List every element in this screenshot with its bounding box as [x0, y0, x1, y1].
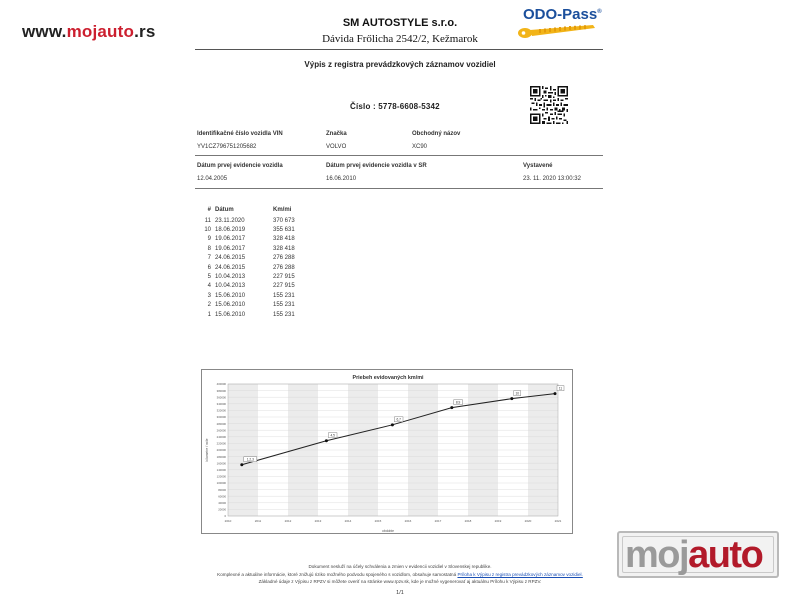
data-point	[325, 439, 328, 442]
row-km: 328 418	[273, 245, 295, 252]
row-date: 18.06.2019	[215, 227, 246, 234]
row-number: 4	[207, 283, 211, 290]
issued-label: Vystavené	[523, 163, 553, 169]
y-tick-label: 400000	[216, 382, 226, 387]
odometer-history-table	[203, 207, 313, 319]
row-km: 155 231	[273, 311, 295, 318]
row-km: 370 673	[273, 217, 295, 224]
data-point	[510, 397, 513, 400]
header-divider	[195, 49, 603, 50]
footer-disclaimer: Dokument nesluží na účely schválenia a zmien v evidencii vozidiel v Slovenskej republike.	[308, 564, 492, 569]
document-number: Číslo : 5778-6608-5342	[350, 102, 440, 111]
site-url-brand: mojauto	[66, 22, 135, 41]
row-number: 11	[204, 217, 211, 224]
first-registration-value: 12.04.2005	[197, 176, 228, 182]
data-point	[554, 392, 557, 395]
mileage-chart	[201, 369, 573, 534]
row-number: 8	[207, 245, 211, 252]
row-date: 15.06.2010	[215, 292, 246, 299]
table-row	[203, 310, 313, 319]
table-row	[203, 263, 313, 272]
site-url-tld: .rs	[134, 22, 156, 41]
y-tick-label: 180000	[216, 454, 226, 459]
row-number: 9	[207, 236, 211, 243]
y-tick-label: 220000	[216, 441, 226, 446]
y-tick-label: 280000	[216, 421, 226, 426]
column-header-date: Dátum	[215, 207, 234, 213]
row-number: 7	[207, 255, 211, 262]
row-number: 2	[207, 302, 211, 309]
row-date: 10.04.2013	[215, 274, 246, 281]
row-number: 5	[207, 274, 211, 281]
column-header-km: Km/mi	[273, 207, 292, 213]
mileage-chart-svg	[202, 370, 574, 535]
document-title: Výpis z registra prevádzkových záznamov vozidiel	[304, 60, 496, 69]
row-date: 10.04.2013	[215, 283, 246, 290]
x-tick-label: 2012	[284, 519, 292, 523]
point-label: 11	[558, 386, 563, 391]
row-date: 19.06.2017	[215, 245, 246, 252]
chart-title: Priebeh evidovaných km/mi	[352, 375, 424, 381]
y-tick-label: 140000	[216, 468, 226, 472]
y-tick-label: 200000	[216, 448, 226, 453]
y-axis-label: kilometre / míle	[205, 438, 209, 462]
mojauto-watermark	[617, 531, 779, 578]
table-header-row	[203, 207, 313, 216]
footer-attachment-link[interactable]: Príloha k Výpisu z registra prevádzkových záznamov vozidiel.	[457, 572, 583, 577]
y-tick-label: 40000	[218, 501, 226, 505]
vin-value: YV1CZ796751205682	[197, 144, 257, 150]
y-tick-label: 240000	[216, 435, 226, 439]
y-tick-label: 380000	[216, 388, 226, 393]
column-header-number: #	[207, 207, 211, 213]
row-number: 3	[207, 292, 211, 299]
table-row	[203, 282, 313, 291]
x-tick-label: 2011	[254, 519, 262, 523]
section-divider	[195, 155, 603, 156]
section-divider	[195, 188, 603, 189]
row-date: 23.11.2020	[215, 217, 245, 224]
table-row	[203, 254, 313, 263]
y-tick-label: 300000	[216, 415, 226, 420]
y-tick-label: 260000	[216, 428, 226, 433]
row-km: 227 915	[273, 274, 295, 281]
row-km: 276 288	[273, 264, 295, 271]
x-axis-label: obdobie	[381, 529, 395, 533]
x-tick-label: 2013	[314, 519, 322, 523]
y-tick-label: 0	[224, 514, 226, 519]
table-row	[203, 291, 313, 300]
row-km: 155 231	[273, 292, 295, 299]
data-point	[450, 406, 453, 409]
footer-info-text: Komplexné a aktuálne informácie, ktoré znižujú riziko možného podvodu spojeného s vozidlom, obsahuje samostatná	[217, 572, 457, 577]
vin-label: Identifikačné číslo vozidla VIN	[197, 131, 283, 137]
row-km: 355 631	[273, 227, 295, 234]
x-tick-label: 2021	[554, 519, 562, 523]
row-number: 1	[207, 311, 211, 318]
make-label: Značka	[326, 131, 347, 137]
company-name: SM AUTOSTYLE s.r.o.	[342, 17, 458, 29]
y-tick-label: 360000	[216, 395, 226, 400]
point-label: 6,7	[396, 417, 401, 422]
first-registration-sr-value: 16.06.2010	[326, 176, 357, 182]
point-label: 8,9	[455, 400, 461, 405]
row-date: 15.06.2010	[215, 311, 246, 318]
site-url-prefix: www.	[22, 22, 67, 41]
point-label: 4,5	[330, 433, 335, 438]
point-label: 10	[515, 391, 520, 396]
company-address: Dávida Frőlicha 2542/2, Kežmarok	[322, 33, 478, 45]
x-tick-label: 2020	[524, 519, 532, 523]
watermark-text: mojauto	[625, 534, 763, 576]
row-date: 24.06.2015	[215, 255, 246, 262]
footer-verify: Základné údaje z Výpisu z RPZV si môžete overiť na stránke www.rpzv.sk, kde je možné vygenerovať aj aktuálnu Prílohu k Výpisu z RPZV.	[258, 579, 542, 584]
table-row	[203, 272, 313, 281]
y-tick-label: 340000	[216, 402, 226, 406]
x-tick-label: 2019	[494, 519, 502, 523]
make-value: VOLVO	[326, 144, 347, 150]
y-tick-label: 80000	[218, 487, 226, 492]
row-number: 6	[207, 264, 211, 271]
x-tick-label: 2015	[374, 519, 382, 523]
first-registration-label: Dátum prvej evidencie vozidla	[197, 163, 283, 169]
page-number: 1/1	[396, 590, 404, 596]
y-tick-label: 60000	[218, 494, 226, 499]
y-tick-label: 120000	[216, 474, 226, 479]
row-date: 15.06.2010	[215, 302, 246, 309]
y-tick-label: 320000	[216, 408, 226, 413]
table-row	[203, 225, 313, 234]
data-point	[391, 423, 394, 426]
row-number: 10	[204, 227, 211, 234]
first-registration-sr-label: Dátum prvej evidencie vozidla v SR	[326, 163, 427, 169]
row-date: 19.06.2017	[215, 236, 246, 243]
x-tick-label: 2017	[434, 519, 442, 523]
table-row	[203, 235, 313, 244]
table-row	[203, 301, 313, 310]
row-km: 155 231	[273, 302, 295, 309]
qr-code-icon	[530, 86, 568, 124]
y-tick-label: 160000	[216, 461, 226, 466]
y-tick-label: 100000	[216, 481, 226, 486]
company-header	[0, 17, 800, 45]
data-point	[240, 463, 243, 466]
row-date: 24.06.2015	[215, 264, 246, 271]
point-label: 1,2,3	[246, 457, 254, 462]
table-row	[203, 244, 313, 253]
table-row	[203, 216, 313, 225]
x-tick-label: 2016	[404, 519, 412, 523]
model-value: XC90	[412, 144, 428, 150]
model-label: Obchodný názov	[412, 131, 461, 137]
odo-pass-logo	[515, 6, 605, 42]
issued-value: 23. 11. 2020 13:00:32	[523, 176, 581, 182]
row-km: 328 418	[273, 236, 295, 243]
y-tick-label: 20000	[218, 507, 226, 512]
row-km: 227 915	[273, 283, 295, 290]
x-tick-label: 2010	[224, 519, 232, 523]
key-icon	[515, 6, 605, 42]
logo-text: ODO-Pass®	[523, 6, 602, 23]
row-km: 276 288	[273, 255, 295, 262]
x-tick-label: 2014	[344, 519, 352, 523]
x-tick-label: 2018	[464, 519, 472, 523]
